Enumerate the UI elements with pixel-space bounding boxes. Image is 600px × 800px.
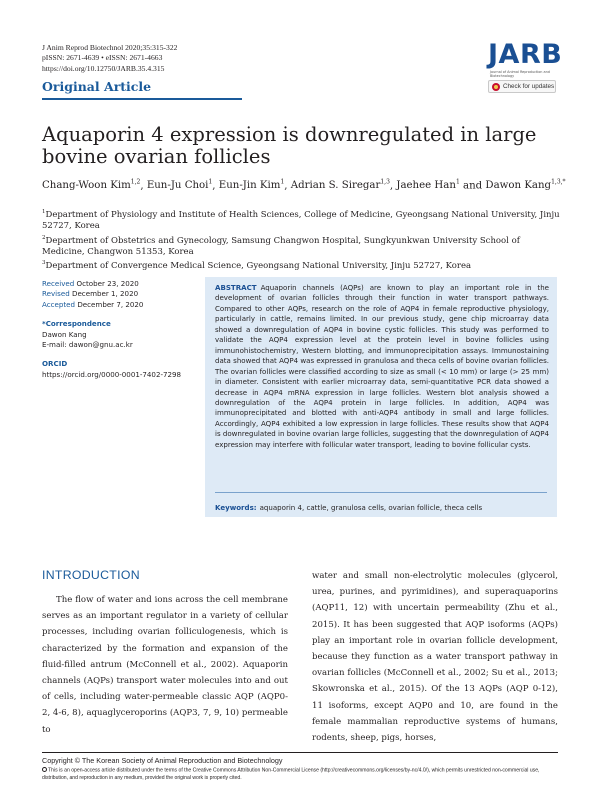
crossmark-icon	[492, 83, 500, 91]
article-title: Aquaporin 4 expression is downregulated in large bovine ovarian follicles	[42, 123, 537, 168]
article-history	[42, 279, 202, 380]
abstract-text: Aquaporin channels (AQPs) are known to play an important role in the development of ovarian follicles through their function in water transport pathways. Compared to other AQPs, research on the role of AQP4 in female reproductive physiology, particularly in cattle, remains limited. In our previous study, gene chip microarray data showed a downregulation of AQP4 in bovine cystic follicles. This study was performed to validate the AQP4 expression level at the protein level in bovine follicles using immunohistochemistry, Western blotting, and immunoprecipitation assays. Immunostaining data showed that AQP4 was expressed in granulosa and theca cells of bovine ovarian follicles. The ovarian follicles were classified according to size as small (< 10 mm) or large (> 25 mm) in diameter. Consistent with earlier microarray data, semi-quantitative PCR data showed a decrease in AQP4 mRNA expression in large follicles. Western blot analysis showed a downregulation of the AQP4 protein in large follicles. In addition, AQP4 was immunoprecipitated and blotted with anti-AQP4 antibody in small and large follicles. Accordingly, AQP4 exhibited a low expression in large follicles. These results show that AQP4 is downregulated in bovine ovarian large follicles, suggesting that the downregulation of AQP4 expression may interfere with follicular water transport, leading to bovine follicular cysts.	[215, 283, 549, 449]
license-notice	[42, 767, 562, 783]
author-list: Chang-Woon Kim$^{1,2}$, Eun-Ju Choi$^1$, Eun-Jin Kim$^1$, Adrian S. Siregar$^{1,3}$, Jaehee Han$^1$ and Dawon Kang$^{1,3,*}$	[42, 179, 566, 192]
affiliation: $^1$Department of Physiology and Institute of Health Sciences, College of Medicine, Gyeongsang National University, Jinju 52727, Korea	[42, 209, 560, 232]
journal-logo-subtitle: Journal of Animal Reproduction and Biotechnology	[490, 70, 550, 78]
keywords-text: aquaporin 4, cattle, granulosa cells, ovarian follicle, theca cells	[259, 503, 483, 512]
abstract-label: ABSTRACT	[215, 283, 257, 292]
doi-link[interactable]: https://doi.org/10.12750/JARB.35.4.315	[42, 63, 165, 73]
check-for-updates-label: Check for updates	[503, 83, 555, 90]
citation: J Anim Reprod Biotechnol 2020;35:315-322	[42, 43, 178, 52]
author[interactable]: Dawon Kang$^{1,3,*}$	[485, 179, 566, 192]
author[interactable]: Jaehee Han$^1$	[396, 179, 460, 192]
keywords-label: Keywords:	[215, 503, 257, 512]
creative-commons-icon	[42, 767, 47, 772]
abstract-box	[205, 277, 557, 517]
journal-meta	[42, 43, 177, 74]
body-text-left-column: The flow of water and ions across the cell membrane serves as an important regulator in a variety of cellular processes, including ovarian folliculogenesis, which is characterized by the formation and expansion of the fluid-filled antrum (McConnell et al., 2002). Aquaporin channels (AQPs) transport water molecules into and out of cells, including water-permeable classic AQP (AQP0-2, 4-6, 8), aquaglyceroporins (AQP3, 7, 9, 10) permeable to	[42, 595, 288, 735]
footer-divider	[42, 752, 558, 753]
journal-logo: JARB	[488, 39, 563, 70]
affiliations	[42, 207, 562, 273]
author[interactable]: Eun-Jin Kim$^1$	[218, 179, 285, 192]
revised-date: Revised December 1, 2020	[42, 289, 139, 299]
author[interactable]: Eun-Ju Choi$^1$	[146, 179, 213, 192]
accepted-date: Accepted December 7, 2020	[42, 299, 144, 309]
abstract-body	[215, 283, 549, 450]
affiliation: $^2$Department of Obstetrics and Gynecology, Samsung Changwon Hospital, Sungkyunkwan University School of Medicine, Changwon 51353, Korea	[42, 234, 520, 257]
keywords	[215, 503, 550, 513]
issn: pISSN: 2671-4639 • eISSN: 2671-4663	[42, 53, 163, 63]
author[interactable]: Chang-Woon Kim$^{1,2}$	[42, 179, 141, 192]
body-text-right-column: water and small non-electrolytic molecules (glycerol, urea, purines, and pyrimidines), and superaquaporins (AQP11, 12) with uncertain permeability (Zhu et al., 2015). It has been suggested that AQP isoforms (AQPs) play an important role in ovarian follicle development, because they function as a water transport pathway in ovarian follicles (McConnell et al., 2002; Su et al., 2013; Skowronska et al., 2015). Of the 13 AQPs (AQP 0-12), 11 isoforms, except AQP0 and 10, are found in the female mammalian reproductive systems of humans, rodents, sheep, pigs, horses,	[312, 571, 558, 744]
license-text: This is an open-access article distributed under the terms of the Creative Commons Attribution Non-Commercial License (http://creativecommons.org/licenses/by-nc/4.0/), which permits unrestricted non-commercial use, distribution, and reproduction in any medium, provided the original work is properly cited.	[42, 767, 540, 781]
orcid-link[interactable]: https://orcid.org/0000-0001-7402-7298	[42, 369, 182, 379]
author[interactable]: Adrian S. Siregar$^{1,3}$	[290, 179, 390, 192]
affiliation: $^3$Department of Convergence Medical Science, Gyeongsang National University, Jinju 52727, Korea	[42, 260, 472, 272]
header-divider	[42, 98, 242, 100]
article-type: Original Article	[42, 79, 152, 94]
correspondence-heading: *Correspondence	[42, 319, 111, 329]
section-heading-introduction: INTRODUCTION	[42, 568, 140, 582]
check-for-updates-button[interactable]	[488, 80, 556, 93]
correspondent-name: Dawon Kang	[42, 329, 87, 339]
copyright-notice: Copyright © The Korean Society of Animal Reproduction and Biotechnology	[42, 756, 283, 765]
correspondent-email[interactable]: E-mail: dawon@gnu.ac.kr	[42, 340, 133, 350]
received-date: Received October 23, 2020	[42, 279, 139, 288]
abstract-divider	[215, 492, 547, 493]
orcid-heading: ORCID	[42, 359, 68, 369]
